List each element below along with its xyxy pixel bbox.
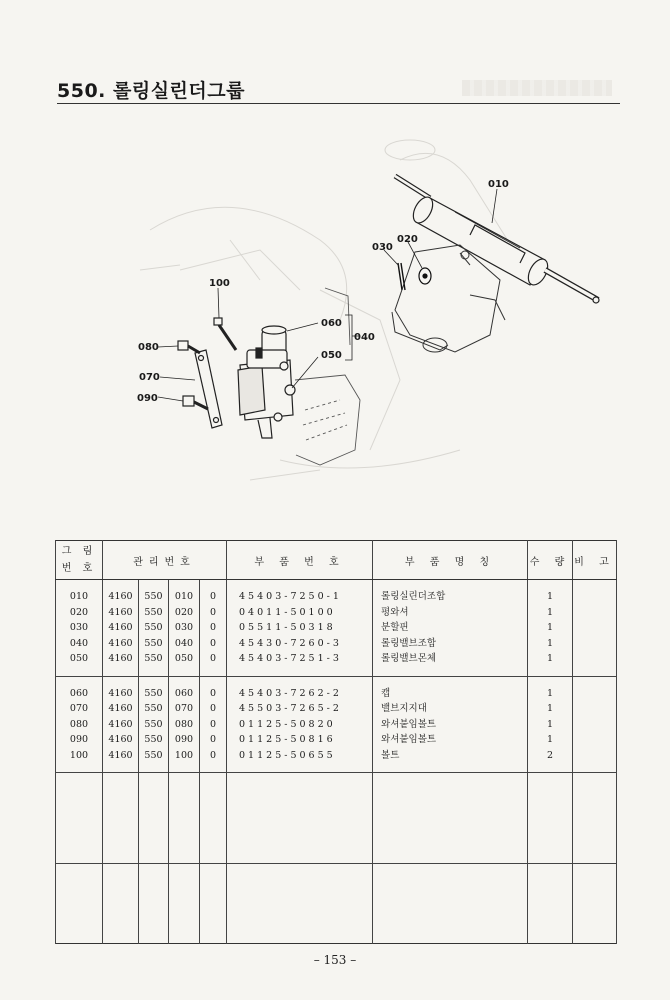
row-mgmt-2: 550 <box>139 717 169 733</box>
row-fig-no: 070 <box>56 701 103 717</box>
row-mgmt-3: 090 <box>169 732 200 748</box>
page-title: 550. 롤링실린더그룹 <box>57 80 245 102</box>
header-remarks: 비 고 <box>573 541 617 580</box>
table-row <box>56 636 617 652</box>
row-qty: 1 <box>528 636 573 652</box>
row-mgmt-1: 4160 <box>103 605 139 621</box>
row-part-no: 01125-50820 <box>227 717 373 733</box>
row-mgmt-3: 020 <box>169 605 200 621</box>
row-remarks <box>573 732 617 748</box>
row-remarks <box>573 748 617 764</box>
row-mgmt-2: 550 <box>139 701 169 717</box>
callout-040: 040 <box>354 332 375 343</box>
row-mgmt-4: 0 <box>200 717 227 733</box>
callout-100: 100 <box>209 278 230 289</box>
table-row <box>56 605 617 621</box>
table-row <box>56 651 617 667</box>
row-mgmt-3: 050 <box>169 651 200 667</box>
row-mgmt-1: 4160 <box>103 686 139 702</box>
header-mgmt-no: 관리번호 <box>103 541 227 580</box>
callout-030: 030 <box>372 242 393 253</box>
callout-060: 060 <box>321 318 342 329</box>
row-part-no: 01125-50816 <box>227 732 373 748</box>
background-ghost-drawing <box>140 140 520 480</box>
mounting-frame-drawing <box>295 288 360 465</box>
callout-020: 020 <box>397 234 418 245</box>
parts-diagram <box>0 120 670 520</box>
row-remarks <box>573 686 617 702</box>
row-mgmt-2: 550 <box>139 636 169 652</box>
row-mgmt-1: 4160 <box>103 717 139 733</box>
row-mgmt-4: 0 <box>200 732 227 748</box>
row-mgmt-2: 550 <box>139 748 169 764</box>
row-mgmt-1: 4160 <box>103 636 139 652</box>
row-fig-no: 100 <box>56 748 103 764</box>
row-part-name: 와셔붙임볼트 <box>373 717 528 733</box>
row-remarks <box>573 636 617 652</box>
row-qty: 1 <box>528 651 573 667</box>
row-mgmt-1: 4160 <box>103 620 139 636</box>
row-mgmt-4: 0 <box>200 605 227 621</box>
row-qty: 2 <box>528 748 573 764</box>
row-part-name: 캡 <box>373 686 528 702</box>
row-mgmt-1: 4160 <box>103 748 139 764</box>
row-part-no: 45403-7250-1 <box>227 589 373 605</box>
row-mgmt-1: 4160 <box>103 732 139 748</box>
table-row <box>56 701 617 717</box>
bolt-100-drawing <box>214 318 236 350</box>
row-part-name: 분할핀 <box>373 620 528 636</box>
row-part-no: 45503-7265-2 <box>227 701 373 717</box>
row-fig-no: 040 <box>56 636 103 652</box>
header-part-name: 부 품 명 칭 <box>373 541 528 580</box>
row-part-name: 밸브지지대 <box>373 701 528 717</box>
row-part-name: 와셔붙임볼트 <box>373 732 528 748</box>
row-part-name: 볼트 <box>373 748 528 764</box>
row-remarks <box>573 717 617 733</box>
row-fig-no: 060 <box>56 686 103 702</box>
row-qty: 1 <box>528 701 573 717</box>
row-mgmt-2: 550 <box>139 589 169 605</box>
valve-support-plate-drawing <box>178 341 222 428</box>
callout-070: 070 <box>139 372 160 383</box>
header-qty: 수 량 <box>528 541 573 580</box>
row-fig-no: 050 <box>56 651 103 667</box>
row-mgmt-3: 030 <box>169 620 200 636</box>
row-fig-no: 030 <box>56 620 103 636</box>
callout-090: 090 <box>137 393 158 404</box>
row-mgmt-3: 100 <box>169 748 200 764</box>
row-remarks <box>573 620 617 636</box>
row-fig-no: 010 <box>56 589 103 605</box>
row-mgmt-4: 0 <box>200 686 227 702</box>
row-remarks <box>573 701 617 717</box>
row-mgmt-2: 550 <box>139 686 169 702</box>
row-mgmt-4: 0 <box>200 701 227 717</box>
title-divider <box>57 103 620 104</box>
row-mgmt-1: 4160 <box>103 589 139 605</box>
row-mgmt-2: 550 <box>139 605 169 621</box>
row-part-no: 45403-7262-2 <box>227 686 373 702</box>
row-mgmt-4: 0 <box>200 620 227 636</box>
table-row <box>56 589 617 605</box>
header-fig-no <box>56 541 103 580</box>
row-qty: 1 <box>528 686 573 702</box>
row-part-name: 평와셔 <box>373 605 528 621</box>
row-part-no: 04011-50100 <box>227 605 373 621</box>
row-qty: 1 <box>528 732 573 748</box>
callout-010: 010 <box>488 179 509 190</box>
row-part-no: 45430-7260-3 <box>227 636 373 652</box>
header-fig-no-line2: 번 호 <box>61 563 97 574</box>
table-row <box>56 748 617 764</box>
parts-table <box>55 540 617 944</box>
row-qty: 1 <box>528 605 573 621</box>
bleed-through-ghost <box>462 80 612 96</box>
page-number: – 153 – <box>313 953 357 967</box>
table-row <box>56 686 617 702</box>
parts-table-body <box>56 580 617 944</box>
row-mgmt-2: 550 <box>139 651 169 667</box>
row-mgmt-3: 010 <box>169 589 200 605</box>
row-remarks <box>573 651 617 667</box>
row-mgmt-2: 550 <box>139 732 169 748</box>
row-part-no: 01125-50655 <box>227 748 373 764</box>
rolling-valve-drawing <box>238 326 295 438</box>
row-mgmt-3: 060 <box>169 686 200 702</box>
row-part-name: 롤링실린더조합 <box>373 589 528 605</box>
header-fig-no-line1: 그 림 <box>61 546 97 557</box>
table-header-row <box>56 541 617 580</box>
row-qty: 1 <box>528 589 573 605</box>
table-row <box>56 732 617 748</box>
row-qty: 1 <box>528 717 573 733</box>
row-fig-no: 020 <box>56 605 103 621</box>
row-mgmt-1: 4160 <box>103 701 139 717</box>
callout-050: 050 <box>321 350 342 361</box>
row-part-name: 롤링밸브몬체 <box>373 651 528 667</box>
row-part-name: 롤링밸브조합 <box>373 636 528 652</box>
row-remarks <box>573 589 617 605</box>
row-qty: 1 <box>528 620 573 636</box>
row-mgmt-3: 080 <box>169 717 200 733</box>
row-part-no: 45403-7251-3 <box>227 651 373 667</box>
row-mgmt-4: 0 <box>200 636 227 652</box>
row-mgmt-2: 550 <box>139 620 169 636</box>
row-remarks <box>573 605 617 621</box>
table-row <box>56 620 617 636</box>
row-mgmt-4: 0 <box>200 651 227 667</box>
row-mgmt-4: 0 <box>200 589 227 605</box>
callout-080: 080 <box>138 342 159 353</box>
table-row <box>56 717 617 733</box>
row-mgmt-3: 070 <box>169 701 200 717</box>
row-part-no: 05511-50318 <box>227 620 373 636</box>
header-part-no: 부 품 번 호 <box>227 541 373 580</box>
row-fig-no: 080 <box>56 717 103 733</box>
row-mgmt-4: 0 <box>200 748 227 764</box>
row-mgmt-3: 040 <box>169 636 200 652</box>
row-fig-no: 090 <box>56 732 103 748</box>
row-mgmt-1: 4160 <box>103 651 139 667</box>
